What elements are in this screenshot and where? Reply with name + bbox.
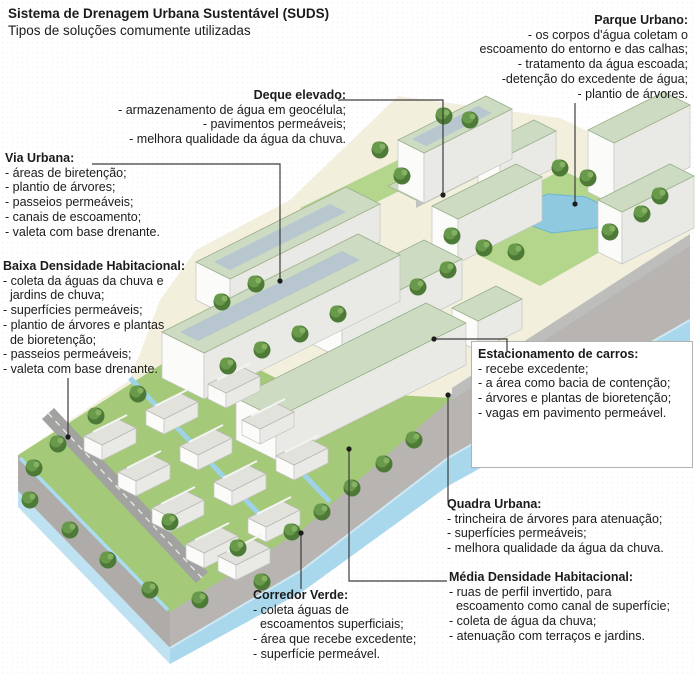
page-subtitle: Tipos de soluções comumente utilizadas — [8, 23, 251, 38]
label-estacionamento: Estacionamento de carros: - recebe excedente; - a área como bacia de contenção; - árvores e plantas de bioretenção; - vagas em pavimento permeável. — [478, 347, 672, 420]
label-via-urbana: Via Urbana: - áreas de biretenção; - plantio de árvores; - passeios permeáveis; - canais de escoamento; - valeta com base drenante. — [5, 151, 160, 239]
label-corredor-verde: Corredor Verde: - coleta águas de escoamentos superficiais; - área que recebe excedente; - superfície permeável. — [253, 588, 417, 661]
header — [8, 5, 329, 39]
label-parque-urbano: Parque Urbano: - os corpos d'água coletam o escoamento do entorno e das calhas; - tratamento da água escoada; -detenção do excedente de água; - plantio de árvores. — [479, 13, 688, 101]
label-media-densidade: Média Densidade Habitacional: - ruas de perfil invertido, para escoamento como canal de superfície; - coleta de água da chuva; - atenuação com terraços e jardins. — [449, 570, 670, 643]
page-title: Sistema de Drenagem Urbana Sustentável (SUDS) — [8, 6, 330, 21]
label-deque-elevado: Deque elevado: - armazenamento de água em geocélula; - pavimentos permeáveis; - melhora qualidade da água da chuva. — [118, 88, 346, 147]
label-baixa-densidade: Baixa Densidade Habitacional: - coleta da águas da chuva e jardins de chuva; - superfícies permeáveis; - plantio de árvores e plantas de bioretenção; - passeios permeáveis; - valeta com base drenante. — [3, 259, 186, 376]
label-quadra-urbana: Quadra Urbana: - trincheira de árvores para atenuação; - superfícies permeáveis; - melhora qualidade da água da chuva. — [447, 497, 664, 556]
